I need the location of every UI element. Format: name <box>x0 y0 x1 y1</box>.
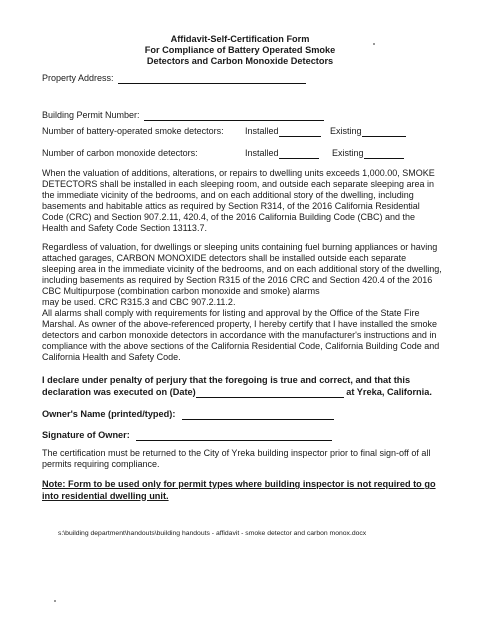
usage-note: Note: Form to be used only for permit types where building inspector is not required to go into residential dwelling unit. <box>42 479 436 501</box>
declaration-line-2 <box>42 387 442 399</box>
scan-speck <box>373 43 375 45</box>
smoke-existing-label: Existing <box>330 126 362 136</box>
co-requirements-text: Regardless of valuation, for dwellings or sleeping units containing fuel burning appliances or having attached garages, CARBON MONOXIDE detectors shall be installed outside each separate sleeping area in the immediate vicinity of the bedrooms, and on each additional story of the dwelling, including basements as required by Section R315 of the 2016 CRC and Section 420.4 of the 2016 CBC Multipurpose (combination carbon monoxide and smoke) alarms <box>42 242 442 296</box>
owner-signature-field[interactable] <box>136 431 332 441</box>
certification-return-note: The certification must be returned to the City of Yreka building inspector prior to final sign-off of all permits requiring compliance. <box>42 448 431 469</box>
co-installed-field[interactable] <box>279 149 319 159</box>
co-detector-row <box>42 148 198 159</box>
owner-signature-label: Signature of Owner: <box>42 430 130 440</box>
property-address-field[interactable] <box>118 74 306 84</box>
smoke-existing-group <box>330 126 406 137</box>
smoke-existing-field[interactable] <box>362 127 406 137</box>
declaration-line-1: I declare under penalty of perjury that the foregoing is true and correct, and that this <box>42 375 411 385</box>
scan-speck <box>54 600 56 602</box>
co-existing-group <box>332 148 404 159</box>
owner-name-label: Owner's Name (printed/typed): <box>42 409 176 419</box>
smoke-detector-label: Number of battery-operated smoke detectors: <box>42 126 224 136</box>
permit-number-label: Building Permit Number: <box>42 110 140 120</box>
declaration-date-field[interactable] <box>196 387 344 398</box>
certification-paragraph: All alarms shall comply with requirements for listing and approval by the Office of the State Fire Marshal. As owner of the above-referenced property, I hereby certify that I have installed the smoke detectors and carbon monoxide detectors in accordance with the manufacturer's instructions and in compliance with the above sections of the California Residential Code, California Building Code and California Health and Safety Code. <box>42 308 440 362</box>
co-existing-field[interactable] <box>364 149 404 159</box>
permit-number-field[interactable] <box>144 111 324 121</box>
co-installed-label: Installed <box>245 148 279 158</box>
smoke-detector-row <box>42 126 224 137</box>
property-address-label: Property Address: <box>42 73 114 83</box>
title-line-3: Detectors and Carbon Monoxide Detectors <box>146 56 334 66</box>
title-line-1: Affidavit-Self-Certification Form <box>170 34 310 44</box>
owner-name-field[interactable] <box>182 410 334 420</box>
co-requirements-paragraph <box>42 242 442 308</box>
declaration-location: at Yreka, California. <box>346 386 432 397</box>
file-path-footer: s:\building department\handouts\building handouts - affidavit - smoke detector and carbon monox.docx <box>58 530 367 537</box>
smoke-installed-field[interactable] <box>279 127 321 137</box>
co-installed-group <box>245 148 319 159</box>
permit-number-row <box>42 110 324 121</box>
smoke-installed-group <box>245 126 321 137</box>
co-existing-label: Existing <box>332 148 364 158</box>
property-address-row <box>42 73 306 84</box>
form-title <box>0 34 480 67</box>
owner-signature-row <box>42 430 332 441</box>
smoke-requirements-paragraph: When the valuation of additions, alterations, or repairs to dwelling units exceeds 1,000.00, SMOKE DETECTORS shall be installed in each sleeping room, and outside each separate sleeping area in the immediate vicinity of the bedrooms, and on each additional story of the dwelling, including basements and habitable attics as required by Section R314, of the 2016 California Residential Code (CRC) and Section 907.2.11, 420.4, of the 2016 California Building Code (CBC) and the Health and Safety Code Section 13113.7. <box>42 168 435 233</box>
title-line-2: For Compliance of Battery Operated Smoke <box>144 45 336 55</box>
smoke-installed-label: Installed <box>245 126 279 136</box>
co-requirements-code-text: may be used. CRC R315.3 and CBC 907.2.11.2. <box>42 297 236 307</box>
owner-name-row <box>42 409 334 420</box>
co-detector-label: Number of carbon monoxide detectors: <box>42 148 198 158</box>
declaration-date-label: declaration was executed on (Date) <box>42 386 196 397</box>
declaration-statement <box>42 375 442 398</box>
